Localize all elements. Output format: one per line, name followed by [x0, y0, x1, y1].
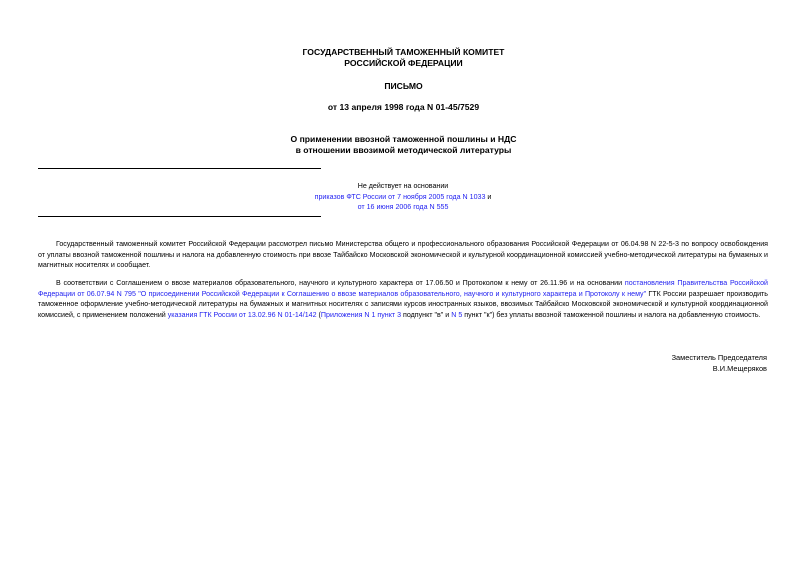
link-appendix-1-item-3[interactable]: Приложения N 1 пункт 3	[320, 311, 402, 320]
notice-line-3	[300, 202, 506, 213]
signature-position: Заместитель Председателя	[671, 353, 767, 362]
p2-text-3: (	[316, 311, 321, 320]
org-line-2: РОССИЙСКОЙ ФЕДЕРАЦИИ	[344, 58, 463, 68]
subject-line-1: О применении ввозной таможенной пошлины и НДС	[290, 134, 517, 144]
doc-date-number: от 13 апреля 1998 года N 01-45/7529	[327, 102, 480, 112]
paragraph-1: Государственный таможенный комитет Российской Федерации рассмотрел письмо Министерства общего и профессионального образования Российской Федерации от 06.04.98 N 22-5-3 по вопросу освобождения от уплаты ввозной таможенной пошлины и налога на добавленную стоимость при ввозе Тайбайско Московской экономической и культурной координационной комиссией учебно-методической литературы на бумажных и магнитных носителях и сообщает.	[38, 240, 768, 270]
doc-subject	[0, 134, 807, 156]
notice-link-order-1033[interactable]: приказов ФТС России от 7 ноября 2005 года N 1033	[314, 192, 486, 201]
paragraph-2-block	[38, 278, 768, 321]
status-notice	[300, 181, 506, 213]
signature-block	[672, 352, 767, 374]
notice-line-2	[300, 192, 506, 203]
notice-conj: и	[485, 192, 492, 201]
p2-text-1: В соответствии с Соглашением о ввозе материалов образовательного, научного и культурного характера от 17.06.50 и Протоколом к нему от 26.11.96 и на основании	[56, 279, 625, 287]
paragraph-1-block	[38, 239, 768, 271]
paragraph-2	[38, 278, 768, 321]
link-gtk-instruction[interactable]: указания ГТК России от 13.02.96 N 01-14/142	[167, 311, 317, 320]
doc-type: ПИСЬМО	[384, 81, 423, 91]
link-government-resolution[interactable]: постановления Правительства Российской Федерации от 06.07.94 N 795 "О присоединении Российской Федерации к Соглашению о ввозе материалов образовательного, научного и культурного характера и Протоколу к нему"	[38, 279, 768, 298]
notice-line-1: Не действует на основании	[357, 182, 449, 190]
org-line-1: ГОСУДАРСТВЕННЫЙ ТАМОЖЕННЫЙ КОМИТЕТ	[302, 47, 505, 57]
divider-bottom	[38, 216, 321, 217]
p2-text-2: ГТК России разрешает производить таможенное оформление учебно-методической литературы на бумажных и магнитных носителях с записями курсов иностранных языков, ввозимых Тайбайско Московской экономической и культурной координационной комиссией, с применением положений	[38, 289, 768, 320]
signature-name: В.И.Мещеряков	[712, 364, 767, 373]
subject-line-2: в отношении ввозимой методической литературы	[295, 145, 512, 155]
link-appendix-5[interactable]: N 5	[451, 311, 463, 320]
divider-top	[38, 168, 321, 169]
org-title	[0, 47, 807, 69]
p2-text-5: пункт "к") без уплаты ввозной таможенной пошлины и налога на добавленную стоимость.	[462, 311, 761, 320]
p2-text-4: подпункт "в" и	[401, 311, 452, 320]
notice-link-order-555[interactable]: от 16 июня 2006 года N 555	[357, 203, 449, 211]
